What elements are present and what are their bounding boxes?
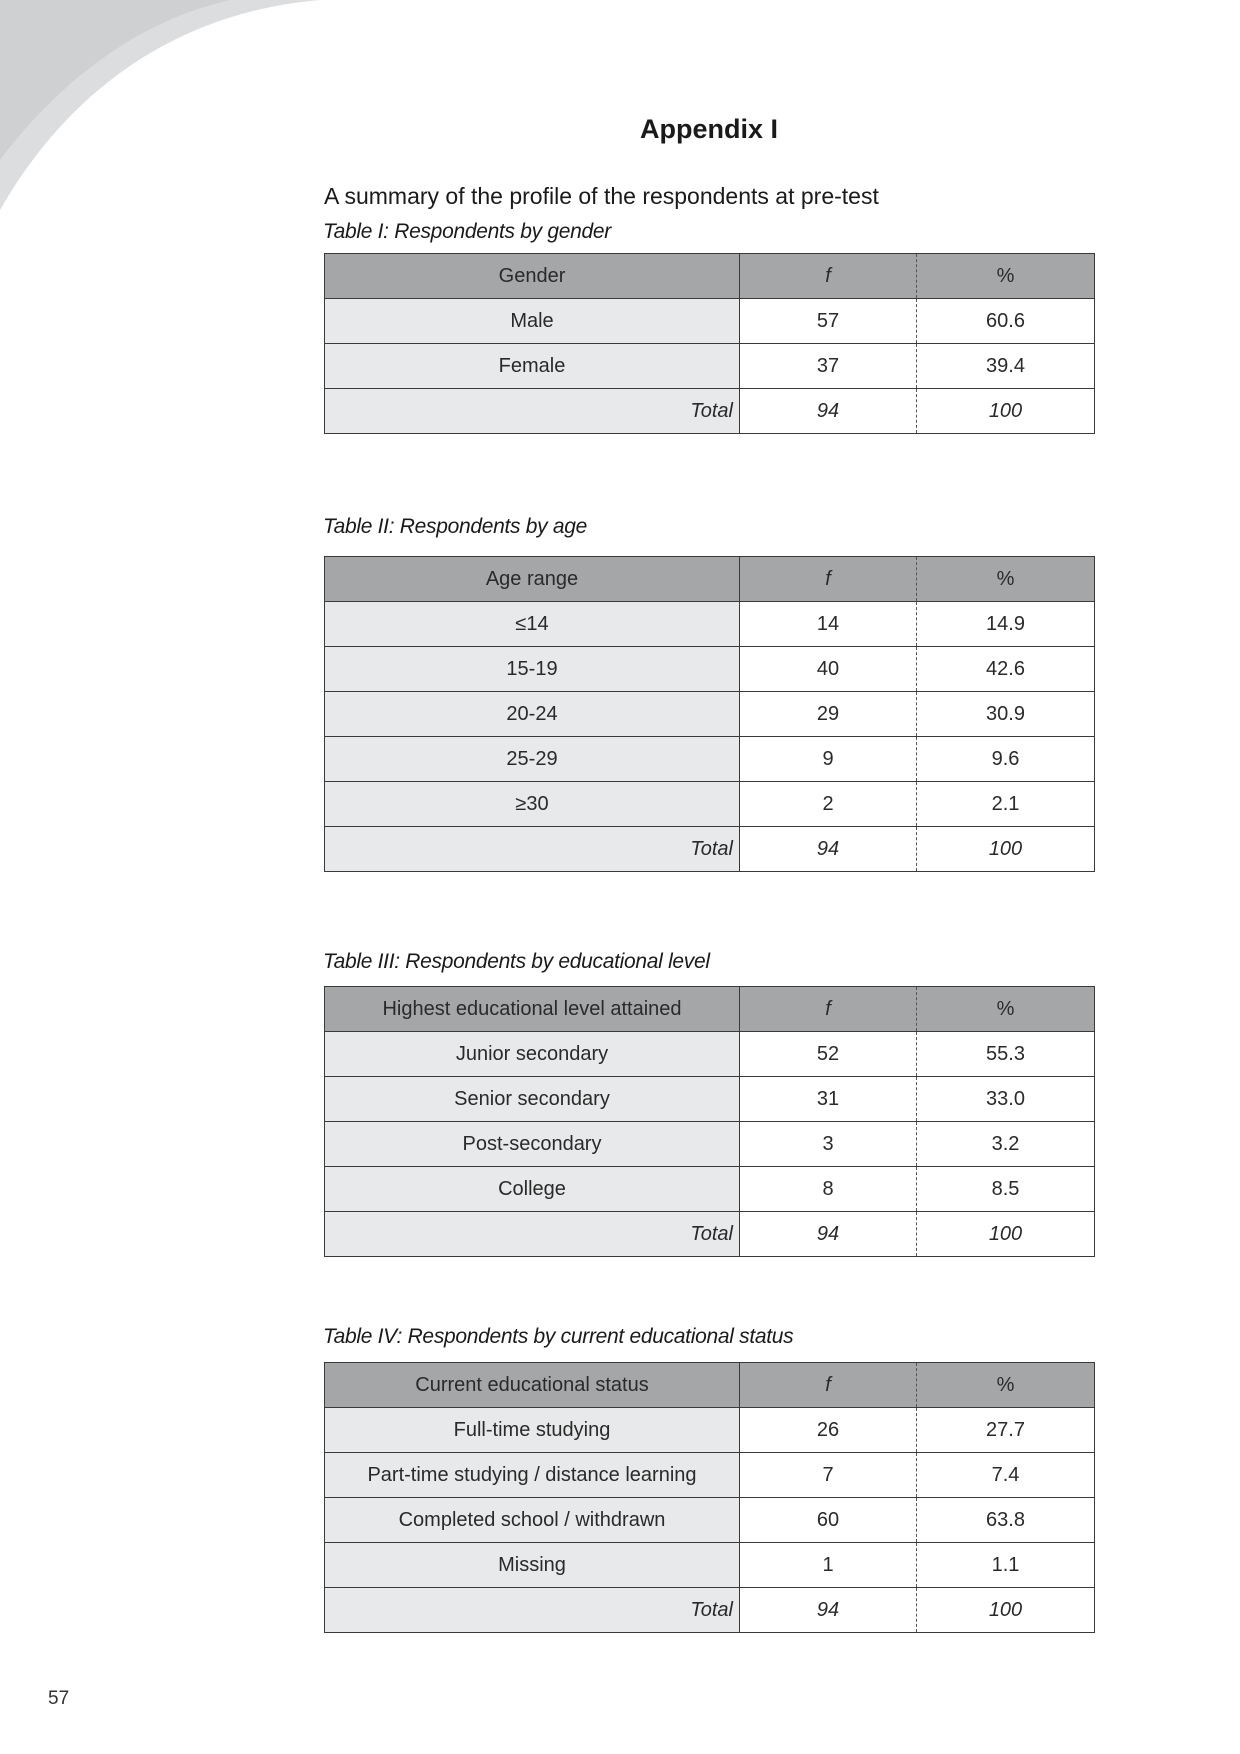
total-percent: 100 xyxy=(917,1588,1095,1633)
header-cell: f xyxy=(740,557,917,602)
header-cell: f xyxy=(740,254,917,299)
frequency-cell: 57 xyxy=(740,299,917,344)
table-header-row xyxy=(325,557,1095,602)
table-caption: Table III: Respondents by educational level xyxy=(323,950,710,973)
total-frequency: 94 xyxy=(740,389,917,434)
row-label: Full-time studying xyxy=(325,1408,740,1453)
table-caption: Table II: Respondents by age xyxy=(323,515,588,538)
row-label: College xyxy=(325,1167,740,1212)
row-label: Female xyxy=(325,344,740,389)
header-cell: f xyxy=(740,1363,917,1408)
row-label: Completed school / withdrawn xyxy=(325,1498,740,1543)
row-label: Missing xyxy=(325,1543,740,1588)
total-frequency: 94 xyxy=(740,1588,917,1633)
page-number: 57 xyxy=(48,1688,70,1709)
age-table xyxy=(324,556,1095,872)
table-row xyxy=(325,344,1095,389)
header-cell: Gender xyxy=(325,254,740,299)
frequency-cell: 14 xyxy=(740,602,917,647)
total-row xyxy=(325,389,1095,434)
gender-table xyxy=(324,253,1095,434)
table-row xyxy=(325,1408,1095,1453)
total-row xyxy=(325,1588,1095,1633)
frequency-cell: 3 xyxy=(740,1122,917,1167)
table-row xyxy=(325,692,1095,737)
percent-cell: 39.4 xyxy=(917,344,1095,389)
table-row xyxy=(325,1543,1095,1588)
percent-cell: 42.6 xyxy=(917,647,1095,692)
percent-cell: 63.8 xyxy=(917,1498,1095,1543)
frequency-cell: 40 xyxy=(740,647,917,692)
total-frequency: 94 xyxy=(740,827,917,872)
percent-cell: 3.2 xyxy=(917,1122,1095,1167)
frequency-cell: 60 xyxy=(740,1498,917,1543)
summary-heading: A summary of the profile of the respondents at pre-test xyxy=(324,183,879,209)
percent-cell: 33.0 xyxy=(917,1077,1095,1122)
frequency-cell: 29 xyxy=(740,692,917,737)
frequency-cell: 26 xyxy=(740,1408,917,1453)
total-row xyxy=(325,827,1095,872)
row-label: 25-29 xyxy=(325,737,740,782)
total-percent: 100 xyxy=(917,1212,1095,1257)
header-cell: Age range xyxy=(325,557,740,602)
row-label: Part-time studying / distance learning xyxy=(325,1453,740,1498)
total-frequency: 94 xyxy=(740,1212,917,1257)
table-header-row xyxy=(325,1363,1095,1408)
percent-cell: 30.9 xyxy=(917,692,1095,737)
education-level-table xyxy=(324,986,1095,1257)
table-row xyxy=(325,299,1095,344)
frequency-cell: 37 xyxy=(740,344,917,389)
percent-cell: 27.7 xyxy=(917,1408,1095,1453)
table-row xyxy=(325,1077,1095,1122)
total-label: Total xyxy=(325,827,740,872)
row-label: 15-19 xyxy=(325,647,740,692)
header-cell: f xyxy=(740,987,917,1032)
header-cell: % xyxy=(917,987,1095,1032)
header-cell: Current educational status xyxy=(325,1363,740,1408)
frequency-cell: 52 xyxy=(740,1032,917,1077)
row-label: Post-secondary xyxy=(325,1122,740,1167)
table-row xyxy=(325,647,1095,692)
percent-cell: 2.1 xyxy=(917,782,1095,827)
total-row xyxy=(325,1212,1095,1257)
total-percent: 100 xyxy=(917,827,1095,872)
frequency-cell: 31 xyxy=(740,1077,917,1122)
percent-cell: 60.6 xyxy=(917,299,1095,344)
header-cell: % xyxy=(917,557,1095,602)
total-label: Total xyxy=(325,389,740,434)
percent-cell: 8.5 xyxy=(917,1167,1095,1212)
header-cell: Highest educational level attained xyxy=(325,987,740,1032)
row-label: ≤14 xyxy=(325,602,740,647)
row-label: Senior secondary xyxy=(325,1077,740,1122)
education-status-table xyxy=(324,1362,1095,1633)
frequency-cell: 1 xyxy=(740,1543,917,1588)
percent-cell: 55.3 xyxy=(917,1032,1095,1077)
frequency-cell: 8 xyxy=(740,1167,917,1212)
frequency-cell: 7 xyxy=(740,1453,917,1498)
table-row xyxy=(325,782,1095,827)
total-label: Total xyxy=(325,1588,740,1633)
table-row xyxy=(325,1032,1095,1077)
total-percent: 100 xyxy=(917,389,1095,434)
row-label: Junior secondary xyxy=(325,1032,740,1077)
percent-cell: 7.4 xyxy=(917,1453,1095,1498)
row-label: 20-24 xyxy=(325,692,740,737)
frequency-cell: 9 xyxy=(740,737,917,782)
corner-swoosh-decoration xyxy=(0,0,340,240)
header-cell: % xyxy=(917,1363,1095,1408)
row-label: ≥30 xyxy=(325,782,740,827)
table-caption: Table IV: Respondents by current educational status xyxy=(323,1325,794,1348)
table-row xyxy=(325,1453,1095,1498)
table-header-row xyxy=(325,254,1095,299)
table-row xyxy=(325,1122,1095,1167)
percent-cell: 9.6 xyxy=(917,737,1095,782)
percent-cell: 1.1 xyxy=(917,1543,1095,1588)
row-label: Male xyxy=(325,299,740,344)
table-row xyxy=(325,737,1095,782)
table-row xyxy=(325,602,1095,647)
appendix-title: Appendix I xyxy=(639,114,778,144)
table-row xyxy=(325,1167,1095,1212)
header-cell: % xyxy=(917,254,1095,299)
table-header-row xyxy=(325,987,1095,1032)
table-caption: Table I: Respondents by gender xyxy=(323,220,611,243)
frequency-cell: 2 xyxy=(740,782,917,827)
total-label: Total xyxy=(325,1212,740,1257)
percent-cell: 14.9 xyxy=(917,602,1095,647)
table-row xyxy=(325,1498,1095,1543)
